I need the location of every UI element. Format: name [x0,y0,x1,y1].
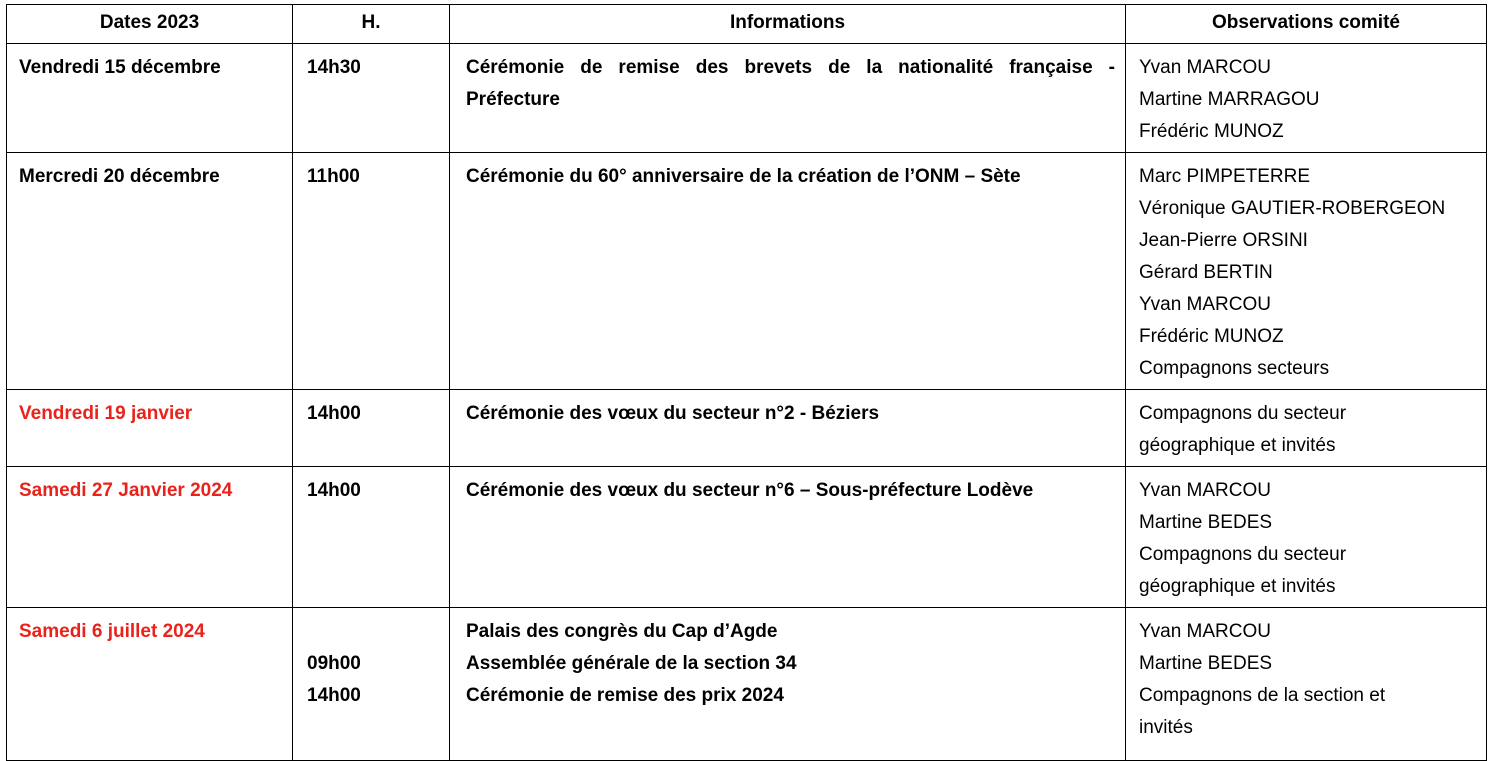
observation-line: Martine BEDES [1139,512,1273,533]
observation-line: Frédéric MUNOZ [1139,326,1284,347]
observation-line: Yvan MARCOU [1139,294,1271,315]
date-text: Mercredi 20 décembre [19,166,220,187]
info-text: Palais des congrès du Cap d’Agde [466,621,778,642]
observation-line: Véronique GAUTIER-ROBERGEON [1139,198,1446,219]
header-dates: Dates 2023 [7,5,293,44]
table-row [7,44,1487,153]
observations-cell [1126,608,1487,761]
date-cell [7,467,293,608]
date-cell [7,390,293,467]
hour-spacer [307,616,449,648]
date-cell [7,44,293,153]
info-cell [450,467,1126,608]
info-cell [450,390,1126,467]
observations-cell [1126,390,1487,467]
info-cell [450,608,1126,761]
info-text: Cérémonie des vœux du secteur n°2 - Béziers [466,403,880,424]
header-hour: H. [293,5,450,44]
observation-line: invités [1139,717,1193,738]
date-cell [7,608,293,761]
date-text: Vendredi 15 décembre [19,57,221,78]
observations-cell [1126,467,1487,608]
header-row [7,5,1487,44]
observation-line: Compagnons secteurs [1139,358,1330,379]
info-cell [450,153,1126,390]
events-table [6,4,1487,761]
observation-line: Martine MARRAGOU [1139,89,1320,110]
observation-line: géographique et invités [1139,435,1336,456]
observation-line: Marc PIMPETERRE [1139,166,1311,187]
observation-line: Compagnons du secteur [1139,403,1347,424]
hour-text: 14h00 [307,403,361,424]
table-row [7,608,1487,761]
info-text: Assemblée générale de la section 34 [466,653,797,674]
observations-cell [1126,44,1487,153]
header-informations: Informations [450,5,1126,44]
hour-cell [293,467,450,608]
hour-cell [293,390,450,467]
hour-text: 11h00 [307,166,360,187]
info-text: Cérémonie de remise des brevets de la nationalité française - Préfecture [466,57,1115,110]
observation-line: Gérard BERTIN [1139,262,1273,283]
observation-line: géographique et invités [1139,576,1336,597]
observation-line: Frédéric MUNOZ [1139,121,1284,142]
observation-line: Jean-Pierre ORSINI [1139,230,1308,251]
info-cell [450,44,1126,153]
hour-cell [293,44,450,153]
info-text: Cérémonie du 60° anniversaire de la création de l’ONM – Sète [466,166,1021,187]
info-text: Cérémonie des vœux du secteur n°6 – Sous-préfecture Lodève [466,480,1034,501]
observation-line: Yvan MARCOU [1139,57,1271,78]
hour-cell [293,153,450,390]
observation-line: Yvan MARCOU [1139,621,1271,642]
hour-text: 14h00 [307,685,361,706]
observation-line: Yvan MARCOU [1139,480,1271,501]
date-text: Vendredi 19 janvier [19,403,193,424]
observation-line: Compagnons du secteur [1139,544,1347,565]
header-observations: Observations comité [1126,5,1487,44]
date-cell [7,153,293,390]
table-row [7,153,1487,390]
hour-text: 14h00 [307,480,361,501]
observations-cell [1126,153,1487,390]
observation-line: Martine BEDES [1139,653,1273,674]
date-text: Samedi 6 juillet 2024 [19,621,205,642]
hour-text: 14h30 [307,57,361,78]
hour-cell [293,608,450,761]
observation-line: Compagnons de la section et [1139,685,1386,706]
table-row [7,390,1487,467]
info-text: Cérémonie de remise des prix 2024 [466,685,784,706]
table-row [7,467,1487,608]
date-text: Samedi 27 Janvier 2024 [19,480,233,501]
hour-text: 09h00 [307,653,361,674]
